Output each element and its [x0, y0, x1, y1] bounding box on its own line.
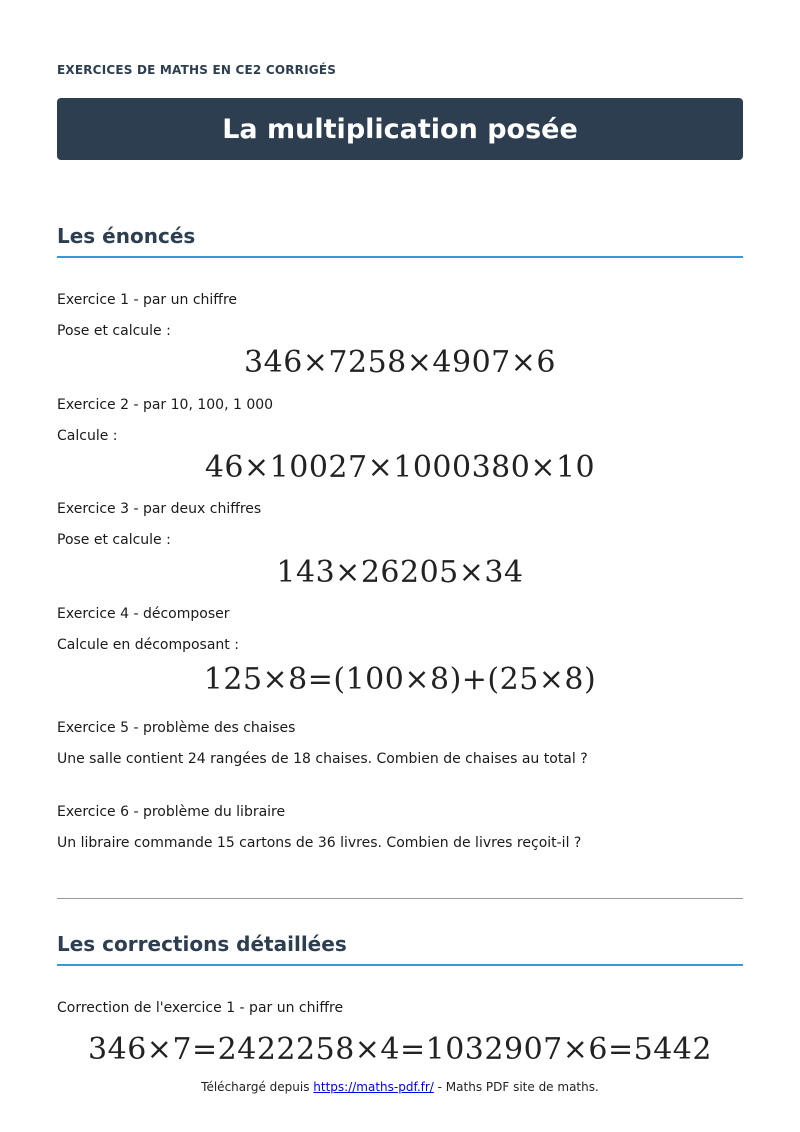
correction-1-title: Correction de l'exercice 1 - par un chiffre	[57, 1000, 344, 1016]
correction-1-math: 346×7=2422258×4=1032907×6=5442	[88, 1032, 712, 1067]
exercise-2-math: 46×10027×1000380×10	[204, 450, 596, 485]
exercise-6-instruction: Un libraire commande 15 cartons de 36 livres. Combien de livres reçoit-il ?	[57, 835, 582, 851]
exercise-4-instruction: Calcule en décomposant :	[57, 637, 239, 653]
exercise-1-instruction: Pose et calcule :	[57, 323, 171, 339]
exercise-5-instruction: Une salle contient 24 rangées de 18 chaises. Combien de chaises au total ?	[57, 751, 588, 767]
exercise-3-title: Exercice 3 - par deux chiffres	[57, 501, 262, 517]
footer-link[interactable]: https://maths-pdf.fr/	[313, 1080, 434, 1094]
section-divider	[57, 898, 743, 899]
exercise-3-math: 143×26205×34	[276, 555, 524, 590]
section-title-statements: Les énoncés	[57, 224, 743, 258]
exercise-4-math: 125×8=(100×8)+(25×8)	[203, 662, 597, 697]
exercise-3-instruction: Pose et calcule :	[57, 532, 171, 548]
title-banner	[57, 98, 743, 160]
footer-prefix: Téléchargé depuis	[201, 1080, 314, 1094]
exercise-2-instruction: Calcule :	[57, 428, 118, 444]
page-title: La multiplication posée	[222, 113, 578, 145]
exercise-2-title: Exercice 2 - par 10, 100, 1 000	[57, 397, 274, 413]
exercise-1-title: Exercice 1 - par un chiffre	[57, 292, 238, 308]
page-kicker: EXERCICES DE MATHS EN CE2 CORRIGÉS	[57, 63, 337, 77]
exercise-1-math: 346×7258×4907×6	[244, 345, 556, 380]
section-title-corrections: Les corrections détaillées	[57, 932, 743, 966]
page-footer	[0, 1080, 800, 1094]
exercise-5-title: Exercice 5 - problème des chaises	[57, 720, 296, 736]
exercise-4-title: Exercice 4 - décomposer	[57, 606, 230, 622]
footer-suffix: - Maths PDF site de maths.	[433, 1080, 599, 1094]
exercise-6-title: Exercice 6 - problème du libraire	[57, 804, 286, 820]
